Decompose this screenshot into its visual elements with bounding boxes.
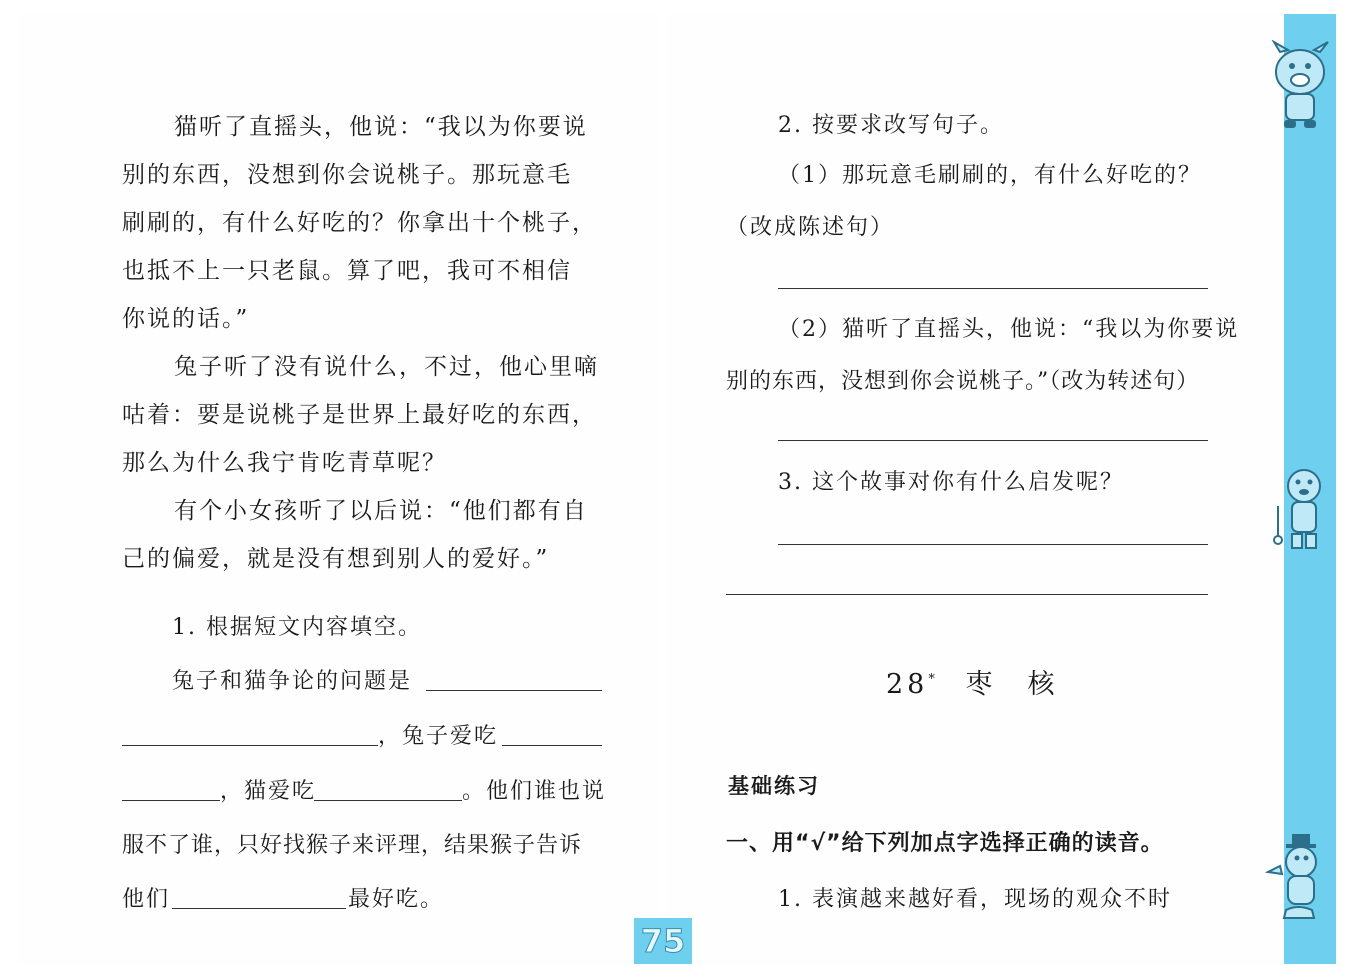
dog-mascot-icon	[1266, 462, 1338, 554]
answer-blank[interactable]	[122, 745, 378, 746]
basic-practice-heading: 基础练习	[728, 774, 820, 798]
item-1: 1. 表演越来越好看，现场的观众不时	[778, 887, 1172, 912]
duck-mascot-icon	[1262, 830, 1338, 926]
answer-blank[interactable]	[426, 690, 602, 691]
question-2-title: 2. 按要求改写句子。	[778, 113, 1004, 138]
lesson-title	[886, 662, 1058, 701]
question-2-2: （2）猫听了直摇头，他说：“我以为你要说	[778, 317, 1240, 342]
answer-blank[interactable]	[314, 800, 462, 801]
fill-text: 最好吃。	[348, 887, 445, 912]
question-2-2-line2: 别的东西，没想到你会说桃子。”（改为转述句）	[726, 369, 1200, 394]
story-line: 你说的话。”	[122, 306, 250, 332]
lesson-star: *	[928, 672, 939, 687]
fill-text: ，兔子爱吃	[378, 724, 499, 749]
page-number: 75	[634, 918, 692, 964]
lesson-number: 28	[886, 669, 929, 700]
lesson-name: 枣 核	[965, 669, 1059, 700]
fill-text: 他们	[122, 887, 171, 912]
answer-blank[interactable]	[122, 800, 220, 801]
story-line: 己的偏爱，就是没有想到别人的爱好。”	[122, 546, 550, 572]
story-line: 也抵不上一只老鼠。算了吧，我可不相信	[122, 258, 572, 284]
fill-text: 兔子和猫争论的问题是	[172, 669, 413, 694]
answer-line[interactable]	[778, 288, 1208, 289]
answer-blank[interactable]	[172, 908, 346, 909]
story-line: 刷刷的，有什么好吃的？你拿出十个桃子，	[122, 210, 597, 236]
question-2-1-instruction: （改成陈述句）	[726, 215, 895, 240]
story-line: 那么为什么我宁肯吃青草呢？	[122, 450, 447, 476]
fill-text: 。他们谁也说	[462, 779, 607, 804]
section-one-heading: 一、用“√”给下列加点字选择正确的读音。	[726, 831, 1164, 856]
question-3-title: 3. 这个故事对你有什么启发呢？	[778, 470, 1124, 495]
question-2-1: （1）那玩意毛刷刷的，有什么好吃的？	[778, 163, 1202, 188]
pig-mascot-icon	[1258, 40, 1338, 132]
answer-line[interactable]	[726, 594, 1208, 595]
answer-line[interactable]	[778, 544, 1208, 545]
story-line: 咕着：要是说桃子是世界上最好吃的东西，	[122, 402, 597, 428]
story-line: 别的东西，没想到你会说桃子。那玩意毛	[122, 162, 572, 188]
story-line: 兔子听了没有说什么，不过，他心里嘀	[174, 354, 599, 380]
story-line: 猫听了直摇头，他说：“我以为你要说	[174, 114, 588, 140]
fill-text: ，猫爱吃	[220, 779, 317, 804]
question-1-title: 1. 根据短文内容填空。	[172, 615, 422, 640]
answer-blank[interactable]	[502, 745, 602, 746]
story-line: 有个小女孩听了以后说：“他们都有自	[174, 498, 588, 524]
answer-line[interactable]	[778, 440, 1208, 441]
fill-text: 服不了谁，只好找猴子来评理，结果猴子告诉	[122, 833, 583, 858]
